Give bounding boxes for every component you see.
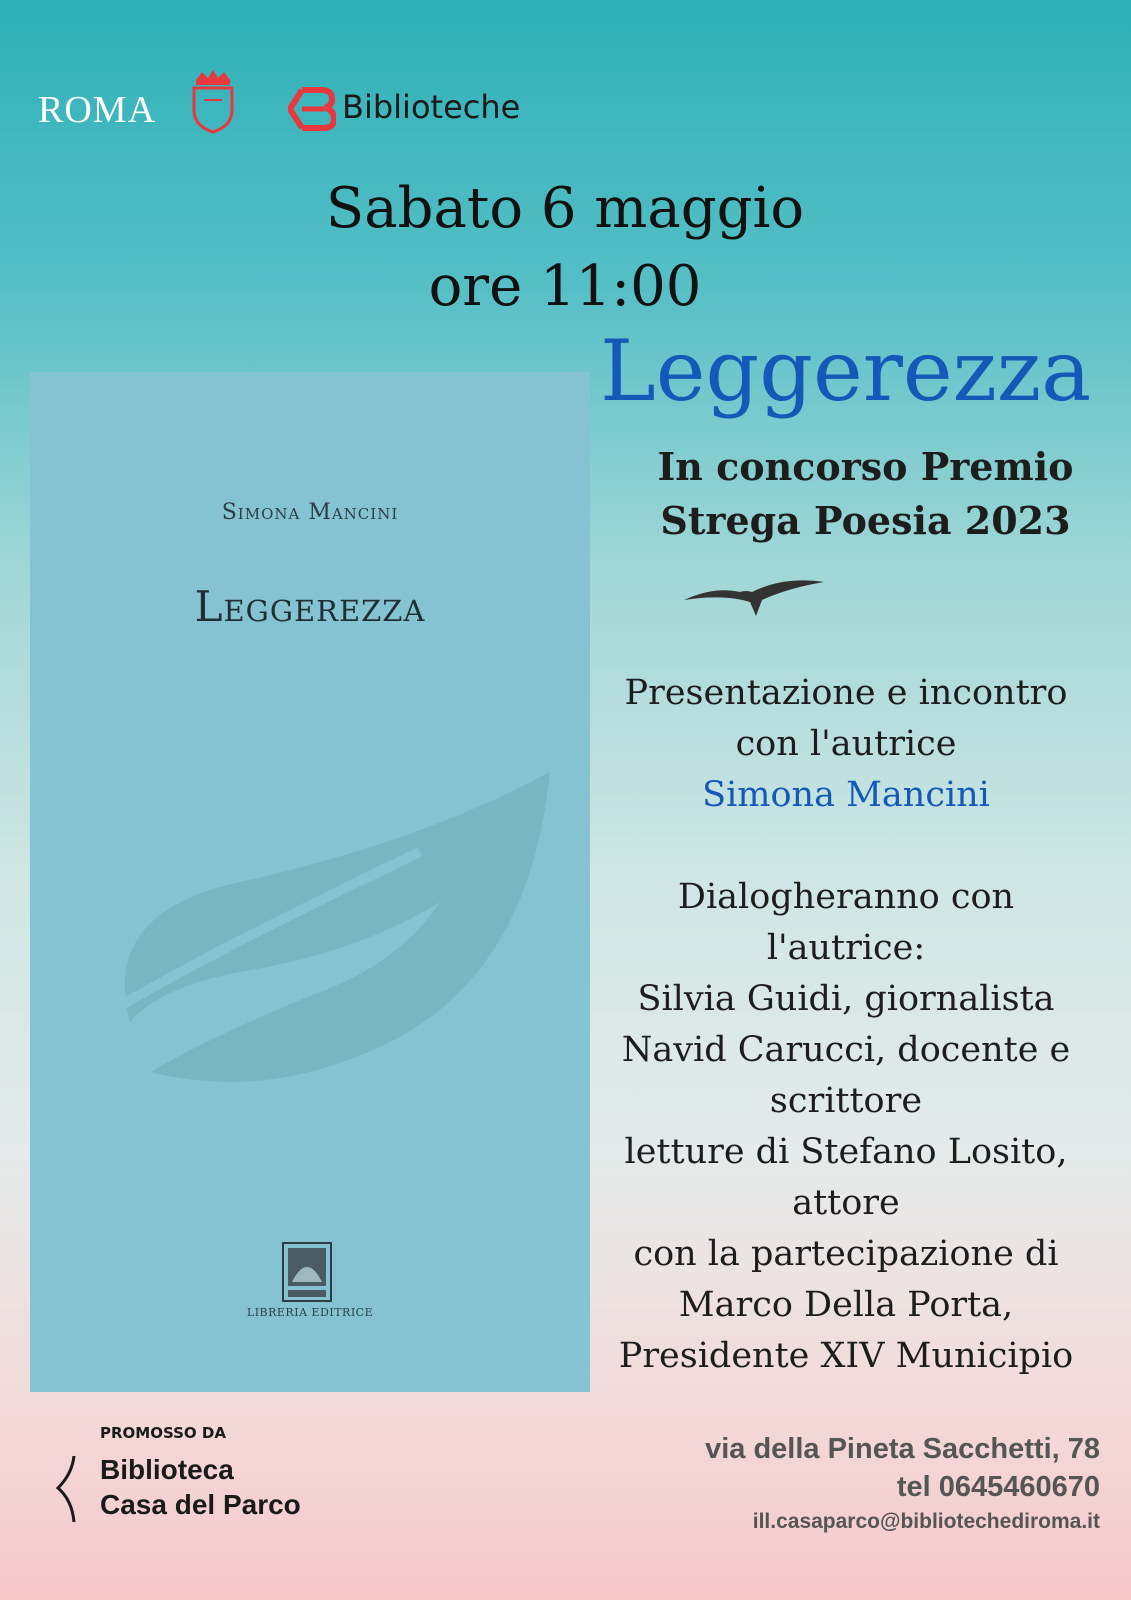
event-date: Sabato 6 maggio: [325, 176, 805, 241]
reading-line-1: letture di Stefano Losito,: [624, 1132, 1068, 1172]
telephone: tel 0645460670: [896, 1471, 1100, 1503]
cover-author-text: Simona Mancini: [221, 500, 399, 525]
guest-1: Silvia Guidi, giornalista: [637, 979, 1055, 1019]
promoter-name: [100, 1452, 301, 1522]
cover-title-text: Leggerezza: [194, 582, 426, 631]
participation-line-2: Marco Della Porta,: [678, 1285, 1014, 1325]
premio-strega: [600, 440, 1131, 548]
participation-line-1: con la partecipazione di: [633, 1234, 1059, 1274]
leaf-icon: [90, 772, 560, 1102]
casa-del-parco-logo-icon: [52, 1454, 82, 1524]
event-datetime: [230, 170, 900, 326]
premio-line-1: In concorso Premio: [657, 444, 1074, 489]
event-title: Leggerezza: [600, 322, 1092, 420]
roma-logo-text: ROMA: [38, 89, 157, 131]
biblioteche-logo-text: Biblioteche: [342, 88, 521, 126]
dialog-line-1: Dialogheranno con: [677, 877, 1015, 917]
book-cover: [30, 372, 590, 1392]
contact-info: [600, 1430, 1100, 1538]
dialog-line-2: l'autrice:: [766, 928, 926, 968]
cover-author: [30, 500, 590, 525]
email: ill.casaparco@bibliotechediroma.it: [752, 1510, 1100, 1533]
intro-line-2: con l'autrice: [735, 724, 957, 764]
guest-2-line-1: Navid Carucci, docente e: [621, 1030, 1071, 1070]
promoter-name-line-1: Biblioteca: [100, 1454, 234, 1485]
publisher-emblem-icon: [282, 1242, 332, 1302]
participation-line-3: Presidente XIV Municipio: [618, 1336, 1074, 1376]
author-name: Simona Mancini: [702, 775, 990, 815]
biblioteche-logo-icon: [288, 86, 336, 132]
premio-line-2: Strega Poesia 2023: [660, 498, 1071, 543]
promoter-name-line-2: Casa del Parco: [100, 1489, 301, 1520]
intro-line-1: Presentazione e incontro: [624, 673, 1068, 713]
cover-publisher: LIBRERIA EDITRICE: [246, 1306, 374, 1319]
bird-icon: [684, 576, 824, 618]
address: via della Pineta Sacchetti, 78: [705, 1433, 1100, 1465]
guest-2-line-2: scrittore: [769, 1081, 923, 1121]
event-time: ore 11:00: [428, 254, 702, 319]
promoted-by-label: PROMOSSO DA: [100, 1424, 226, 1442]
roma-crest-icon: [190, 70, 236, 134]
event-description: [596, 668, 1096, 1382]
cover-title: [30, 582, 590, 631]
reading-line-2: attore: [792, 1183, 900, 1223]
